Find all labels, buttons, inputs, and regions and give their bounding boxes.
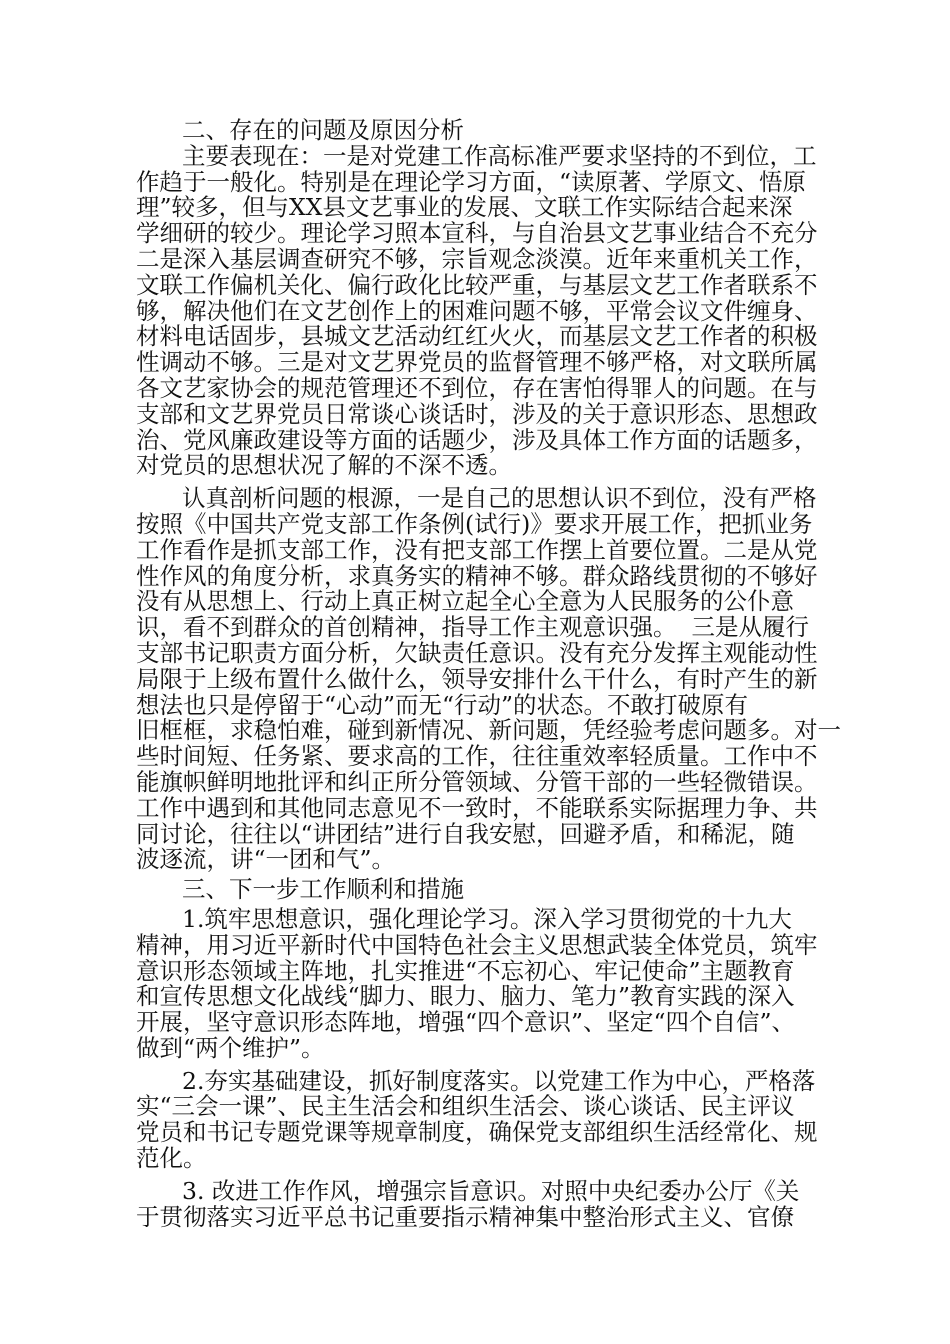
text-line: 对党员的思想状况了解的不深不透。	[136, 451, 512, 480]
text-line: 于贯彻落实习近平总书记重要指示精神集中整治形式主义、官僚	[136, 1202, 794, 1231]
text-line: 二是深入基层调查研究不够，宗旨观念淡漠。近年来重机关工作，	[136, 244, 818, 273]
text-line: 工作中遇到和其他同志意见不一致时，不能联系实际据理力争、共	[136, 793, 818, 822]
text-line: 作趋于一般化。特别是在理论学习方面，“读原著、学原文、悟原	[136, 167, 807, 196]
text-line: 同讨论，往往以“讲团结”进行自我安慰，回避矛盾，和稀泥，随	[136, 819, 795, 848]
text-line: 没有从思想上、行动上真正树立起全心全意为人民服务的公仆意	[136, 587, 794, 616]
text-line: 党员和书记专题党课等规章制度，确保党支部组织生活经常化、规	[136, 1118, 818, 1147]
text-line: 各文艺家协会的规范管理还不到位，存在害怕得罪人的问题。在与	[136, 373, 818, 402]
text-line: 能旗帜鲜明地批评和纠正所分管领域、分管干部的一些轻微错误。	[136, 767, 818, 796]
text-line: 2.夯实基础建设，抓好制度落实。以党建工作为中心，严格落	[182, 1066, 816, 1095]
text-line: 按照《中国共产党支部工作条例(试行)》要求开展工作，把抓业务	[136, 509, 813, 538]
text-line: 和宣传思想文化战线“脚力、眼力、脑力、笔力”教育实践的深入	[136, 982, 795, 1011]
text-line: 治、党风廉政建设等方面的话题少，涉及具体工作方面的话题多，	[136, 425, 818, 454]
text-line: 精神，用习近平新时代中国特色社会主义思想武装全体党员，筑牢	[136, 930, 818, 959]
text-line: 主要表现在：一是对党建工作高标准严要求坚持的不到位，工	[182, 141, 817, 170]
text-line: 性调动不够。三是对文艺界党员的监督管理不够严格，对文联所属	[136, 348, 818, 377]
section-heading-problems: 二、存在的问题及原因分析	[182, 116, 464, 144]
text-line: 工作看作是抓支部工作，没有把支部工作摆上首要位置。二是从党	[136, 535, 818, 564]
text-line: 识，看不到群众的首创精神，指导工作主观意识强。 三是从履行	[136, 613, 809, 642]
measure-item-1	[136, 904, 822, 1062]
text-line: 认真剖析问题的根源，一是自己的思想认识不到位，没有严格	[182, 484, 817, 513]
text-line: 波逐流，讲“一团和气”。	[136, 845, 396, 874]
text-line: 1.筑牢思想意识，强化理论学习。深入学习贯彻党的十九大	[182, 904, 792, 933]
text-line: 学细研的较少。理论学习照本宣科，与自治县文艺事业结合不充分	[136, 219, 818, 248]
text-line: 材料电话固步，县城文艺活动红红火火，而基层文艺工作者的积极	[136, 322, 818, 351]
text-line: 做到“两个维护”。	[136, 1033, 325, 1062]
text-line: 性作风的角度分析，求真务实的精神不够。群众路线贯彻的不够好	[136, 561, 818, 590]
text-line: 支部书记职责方面分析，欠缺责任意识。没有充分发挥主观能动性	[136, 638, 818, 667]
text-line: 3. 改进工作作风，增强宗旨意识。对照中央纪委办公厅《关	[182, 1176, 800, 1205]
text-line: 支部和文艺界党员日常谈心谈话时，涉及的关于意识形态、思想政	[136, 399, 818, 428]
text-line: 意识形态领域主阵地，扎实推进“不忘初心、牢记使命”主题教育	[136, 956, 795, 985]
text-line: 够，解决他们在文艺创作上的困难问题不够，平常会议文件缠身、	[136, 296, 818, 325]
measure-item-2	[136, 1066, 822, 1173]
document-page	[136, 116, 841, 1231]
text-line: 范化。	[136, 1144, 207, 1173]
text-line: 实“三会一课”、民主生活会和组织生活会、谈心谈话、民主评议	[136, 1092, 795, 1121]
text-line: 局限于上级布置什么做什么，领导安排什么干什么，有时产生的新	[136, 664, 818, 693]
section-heading-next-steps: 三、下一步工作顺利和措施	[182, 875, 464, 904]
text-line: 文联工作偏机关化、偏行政化比较严重，与基层文艺工作者联系不	[136, 270, 818, 299]
measure-item-3	[136, 1176, 822, 1231]
text-line: 理”较多，但与XX县文艺事业的发展、文联工作实际结合起来深	[136, 193, 793, 222]
text-line: 开展，坚守意识形态阵地，增强“四个意识”、坚定“四个自信”、	[136, 1008, 796, 1037]
paragraph-manifestations	[136, 141, 822, 480]
text-line: 旧框框，求稳怕难，碰到新情况、新问题，凭经验考虑问题多。对一	[136, 716, 841, 745]
text-line: 些时间短、任务紧、要求高的工作，往往重效率轻质量。工作中不	[136, 742, 818, 771]
paragraph-root-causes	[136, 484, 841, 874]
text-line: 想法也只是停留于“心动”而无“行动”的状态。不敢打破原有	[136, 690, 749, 719]
